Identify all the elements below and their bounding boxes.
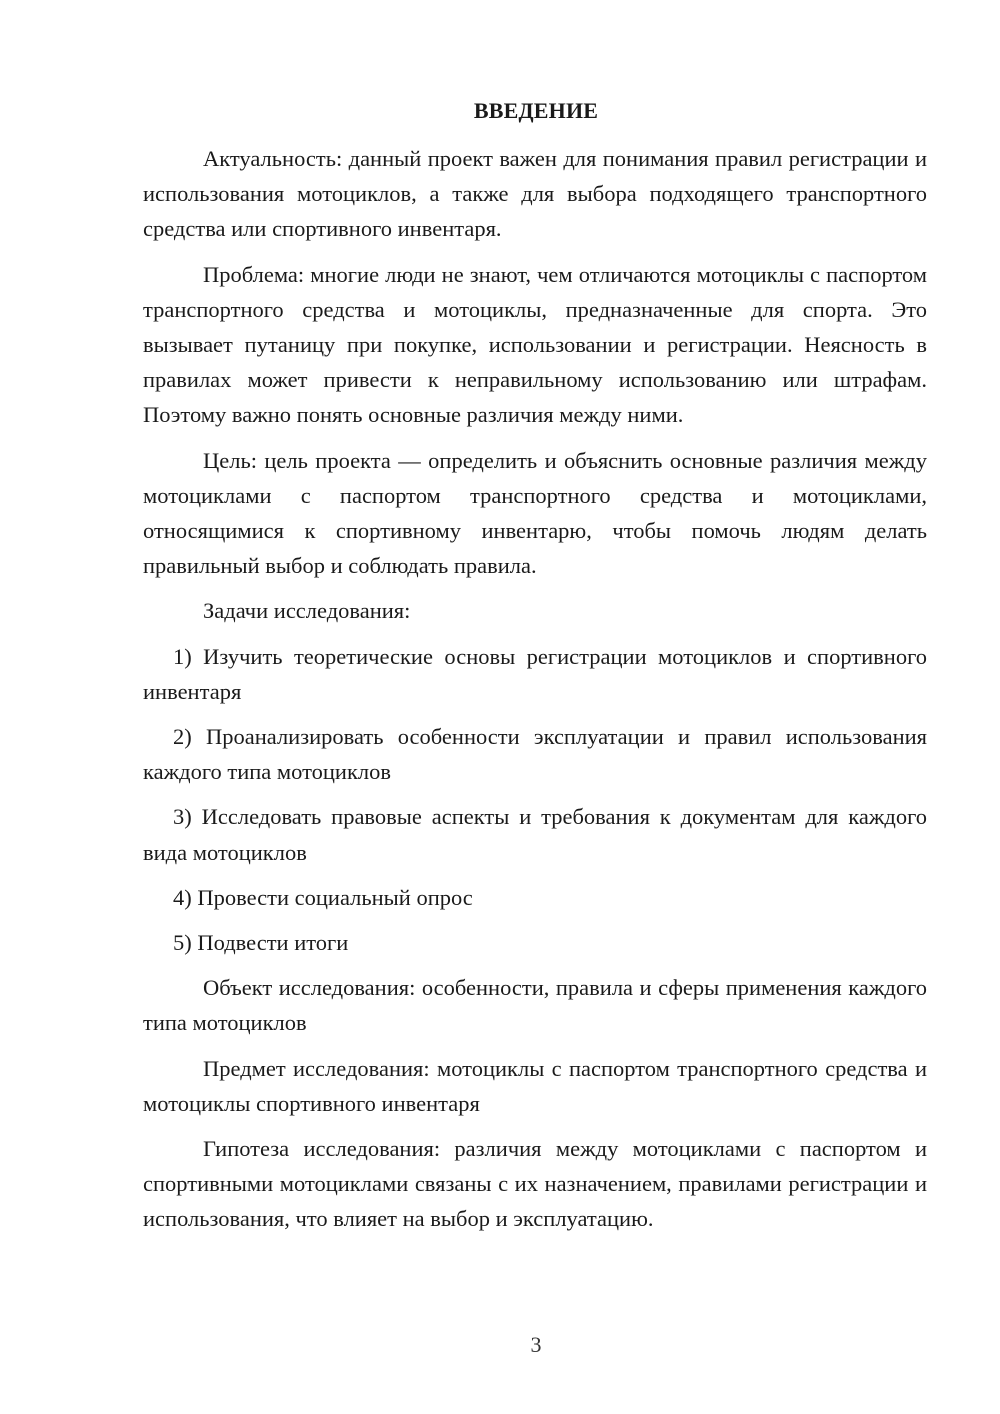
paragraph-relevance: Актуальность: данный проект важен для понимания правил регистрации и использования мотоциклов, а также для выбора подходящего транспортного средства или спортивного инвентаря. <box>143 146 927 242</box>
task-item-5: 5) Подвести итоги <box>173 930 349 956</box>
paragraph-goal: Цель: цель проекта — определить и объяснить основные различия между мотоциклами с паспортом транспортного средства и мотоциклами, относящимися к спортивному инвентарю, чтобы помочь людям делать правильный выбор и соблюдать правила. <box>143 447 927 579</box>
paragraph-object: Объект исследования: особенности, правила и сферы применения каждого типа мотоциклов <box>143 975 927 1036</box>
page-title: ВВЕДЕНИЕ <box>473 98 599 123</box>
paragraph-subject: Предмет исследования: мотоциклы с паспортом транспортного средства и мотоциклы спортивного инвентаря <box>143 1055 927 1116</box>
task-item-1: 1) Изучить теоретические основы регистрации мотоциклов и спортивного инвентаря <box>143 643 927 704</box>
tasks-heading: Задачи исследования: <box>203 598 411 624</box>
task-item-2: 2) Проанализировать особенности эксплуатации и правил использования каждого типа мотоциклов <box>143 724 927 785</box>
task-item-4: 4) Провести социальный опрос <box>173 884 473 910</box>
task-item-3: 3) Исследовать правовые аспекты и требования к документам для каждого вида мотоциклов <box>143 804 927 865</box>
paragraph-problem: Проблема: многие люди не знают, чем отличаются мотоциклы с паспортом транспортного средства и мотоциклы, предназначенные для спорта. Это вызывает путаницу при покупке, использовании и регистрации. Неясность в правилах может привести к неправильному использованию или штрафам. Поэтому важно понять основные различия между ними. <box>143 261 927 428</box>
page-number: 3 <box>530 1332 542 1357</box>
body-text <box>143 141 927 1247</box>
paragraph-hypothesis: Гипотеза исследования: различия между мотоциклами с паспортом и спортивными мотоциклами связаны с их назначением, правилами регистрации и использования, что влияет на выбор и эксплуатацию. <box>143 1136 927 1232</box>
